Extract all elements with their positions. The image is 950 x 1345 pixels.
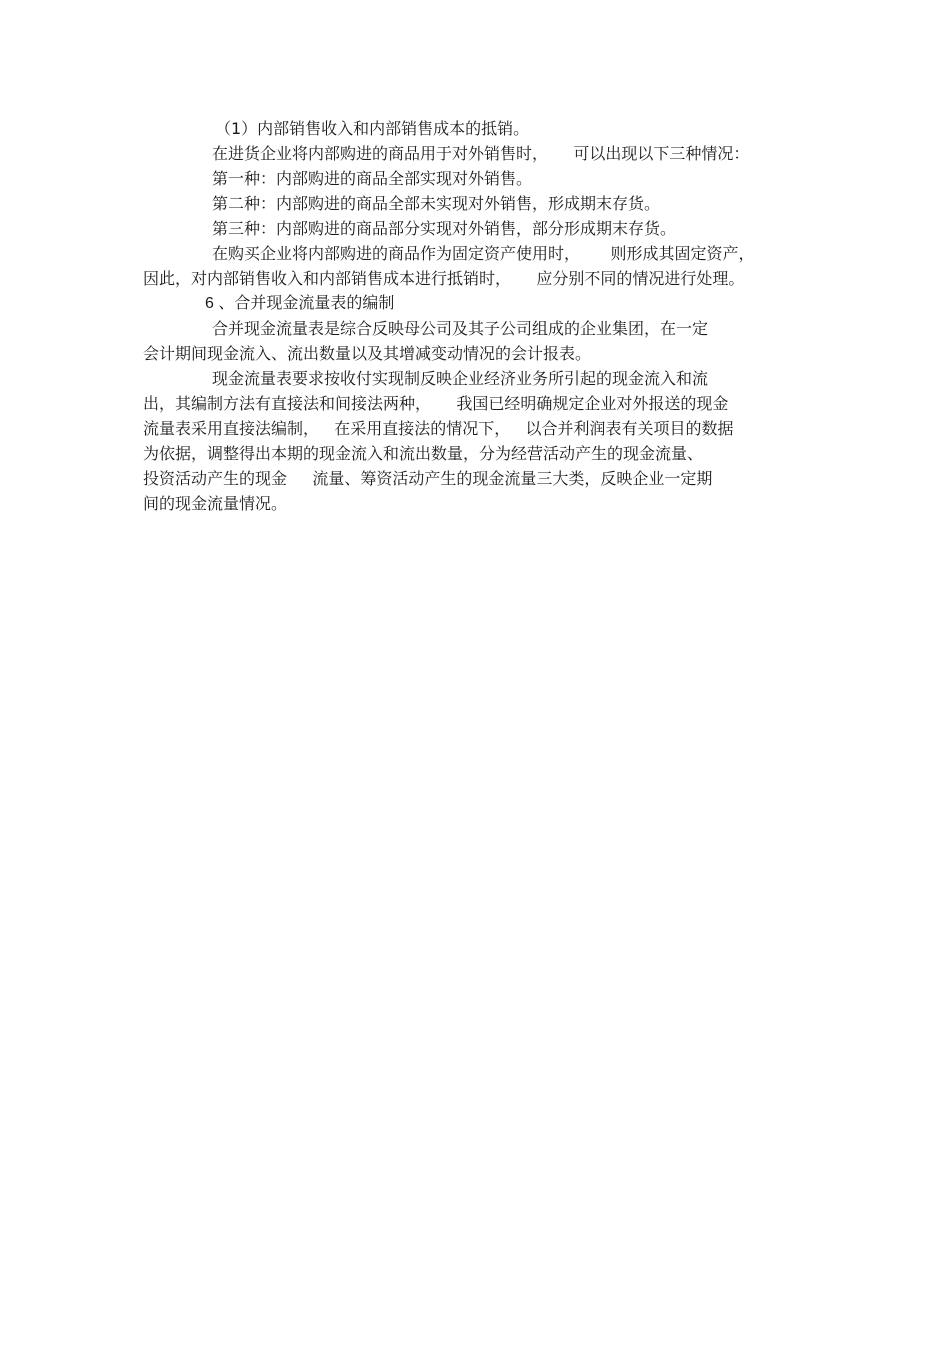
case-2: 第二种：内部购进的商品全部未实现对外销售，形成期末存货。 (212, 194, 661, 213)
paragraph-cash-flow-method-line-5: 投资活动产生的现金 流量、筹资活动产生的现金流量三大类，反映企业一定期 (143, 469, 713, 488)
paragraph-cash-flow-method-line-3: 流量表采用直接法编制， 在采用直接法的情况下， 以合并利润表有关项目的数据 (143, 419, 734, 438)
paragraph-consolidated-cash-flow-line-1: 合并现金流量表是综合反映母公司及其子公司组成的企业集团，在一定 (212, 319, 709, 338)
case-1: 第一种：内部购进的商品全部实现对外销售。 (212, 169, 533, 188)
paragraph-consolidated-cash-flow-line-2: 会计期间现金流入、流出数量以及其增减变动情况的会计报表。 (143, 344, 592, 363)
case-3: 第三种：内部购进的商品部分实现对外销售，部分形成期末存货。 (212, 219, 677, 238)
paragraph-cash-flow-method-line-2: 出，其编制方法有直接法和间接法两种， 我国已经明确规定企业对外报送的现金 (143, 394, 729, 413)
paragraph-purchase-sales-cases: 在进货企业将内部购进的商品用于对外销售时， 可以出现以下三种情况： (212, 144, 750, 163)
heading-internal-sales-offset: （1）内部销售收入和内部销售成本的抵销。 (215, 119, 530, 138)
paragraph-fixed-asset-line-2: 因此，对内部销售收入和内部销售成本进行抵销时， 应分别不同的情况进行处理。 (143, 269, 745, 288)
paragraph-cash-flow-method-line-4: 为依据，调整得出本期的现金流入和流出数量，分为经营活动产生的现金流量、 (143, 444, 704, 463)
section-6-title: 6 、合并现金流量表的编制 (205, 295, 395, 312)
paragraph-fixed-asset-line-1: 在购买企业将内部购进的商品作为固定资产使用时， 则形成其固定资产， (212, 244, 755, 263)
paragraph-cash-flow-method-line-6: 间的现金流量情况。 (143, 494, 288, 513)
paragraph-cash-flow-method-line-1: 现金流量表要求按收付实现制反映企业经济业务所引起的现金流入和流 (212, 369, 709, 388)
